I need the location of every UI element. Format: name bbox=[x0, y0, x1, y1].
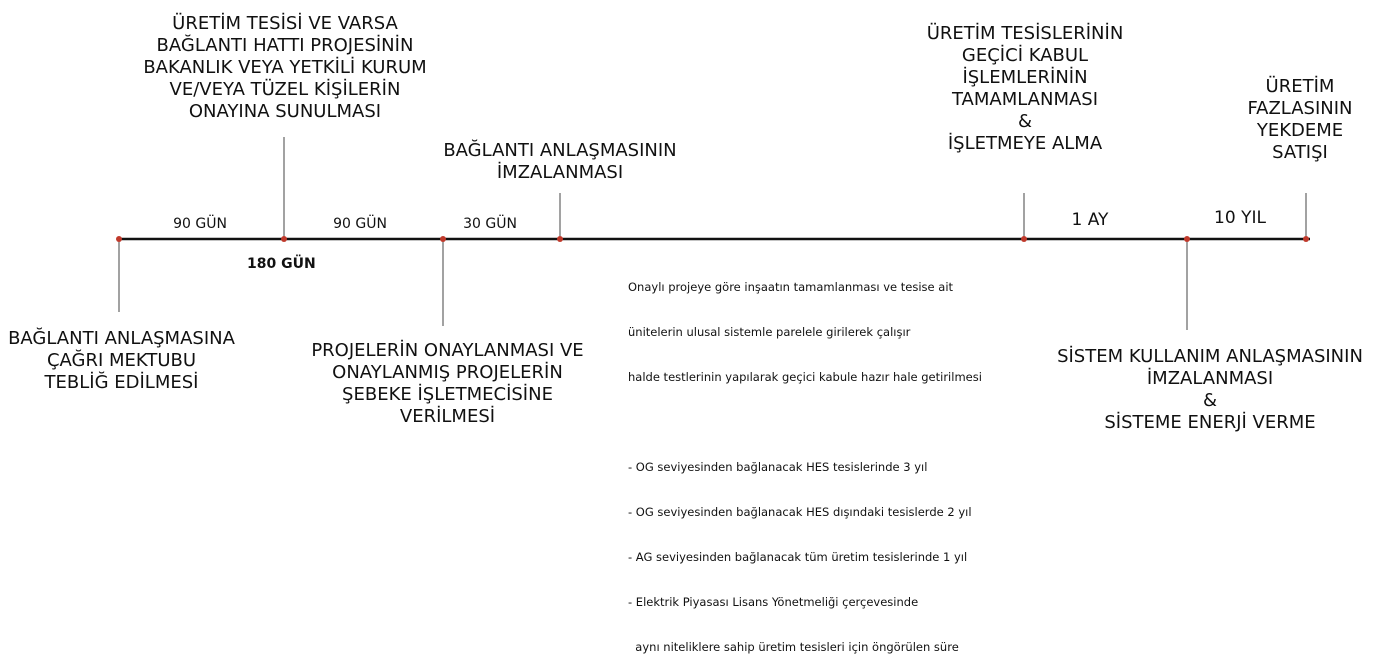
note-line: - AG seviyesinden bağlanacak tüm üretim tesislerinde 1 yıl bbox=[628, 550, 968, 564]
milestone-dot bbox=[116, 236, 122, 242]
duration-label: 90 GÜN bbox=[173, 216, 227, 232]
note-line: - Elektrik Piyasası Lisans Yönetmeliği çerçevesinde bbox=[628, 595, 919, 609]
label-acceptance: ÜRETİM TESİSLERİNİN GEÇİCİ KABUL İŞLEMLERİNİN TAMAMLANMASI & İŞLETMEYE ALMA bbox=[926, 23, 1124, 154]
note-line: - OG seviyesinden bağlanacak HES dışındaki tesislerde 2 yıl bbox=[628, 505, 972, 519]
milestone-dot bbox=[440, 236, 446, 242]
duration-label: 1 AY bbox=[1071, 210, 1109, 230]
label-excess-sale: ÜRETİM FAZLASININ YEKDEME SATIŞI bbox=[1247, 76, 1353, 163]
milestone-dot bbox=[1184, 236, 1190, 242]
construction-note bbox=[628, 250, 982, 670]
milestone-dot bbox=[281, 236, 287, 242]
label-connection-signing: BAĞLANTI ANLAŞMASININ İMZALANMASI bbox=[443, 140, 677, 183]
label-project-submission: ÜRETİM TESİSİ VE VARSA BAĞLANTI HATTI PROJESİNİN BAKANLIK VEYA YETKİLİ KURUM VE/VEYA TÜZEL KİŞİLERİN ONAYINA SUNULMASI bbox=[143, 13, 427, 122]
note-line: Onaylı projeye göre inşaatın tamamlanması ve tesise ait bbox=[628, 280, 954, 294]
milestone-dot bbox=[1021, 236, 1027, 242]
duration-label: 30 GÜN bbox=[463, 216, 517, 232]
note-line: - OG seviyesinden bağlanacak HES tesislerinde 3 yıl bbox=[628, 460, 928, 474]
note-line: aynı niteliklere sahip üretim tesisleri için öngörülen süre bbox=[628, 640, 959, 654]
duration-label: 90 GÜN bbox=[333, 216, 387, 232]
note-line bbox=[628, 415, 982, 430]
milestone-dot bbox=[557, 236, 563, 242]
note-line: ünitelerin ulusal sistemle parelele girilerek çalışır bbox=[628, 325, 911, 339]
note-line: halde testlerinin yapılarak geçici kabule hazır hale getirilmesi bbox=[628, 370, 982, 384]
milestone-dot bbox=[1303, 236, 1309, 242]
milestone-180-days: 180 GÜN bbox=[247, 256, 316, 272]
label-invitation: BAĞLANTI ANLAŞMASINA ÇAĞRI MEKTUBU TEBLİĞ EDİLMESİ bbox=[8, 328, 235, 393]
duration-label: 10 YIL bbox=[1214, 208, 1266, 228]
label-system-usage: SİSTEM KULLANIM ANLAŞMASININ İMZALANMASI & SİSTEME ENERJİ VERME bbox=[1057, 346, 1363, 433]
label-approval: PROJELERİN ONAYLANMASI VE ONAYLANMIŞ PROJELERİN ŞEBEKE İŞLETMECİSİNE VERİLMESİ bbox=[311, 340, 584, 427]
